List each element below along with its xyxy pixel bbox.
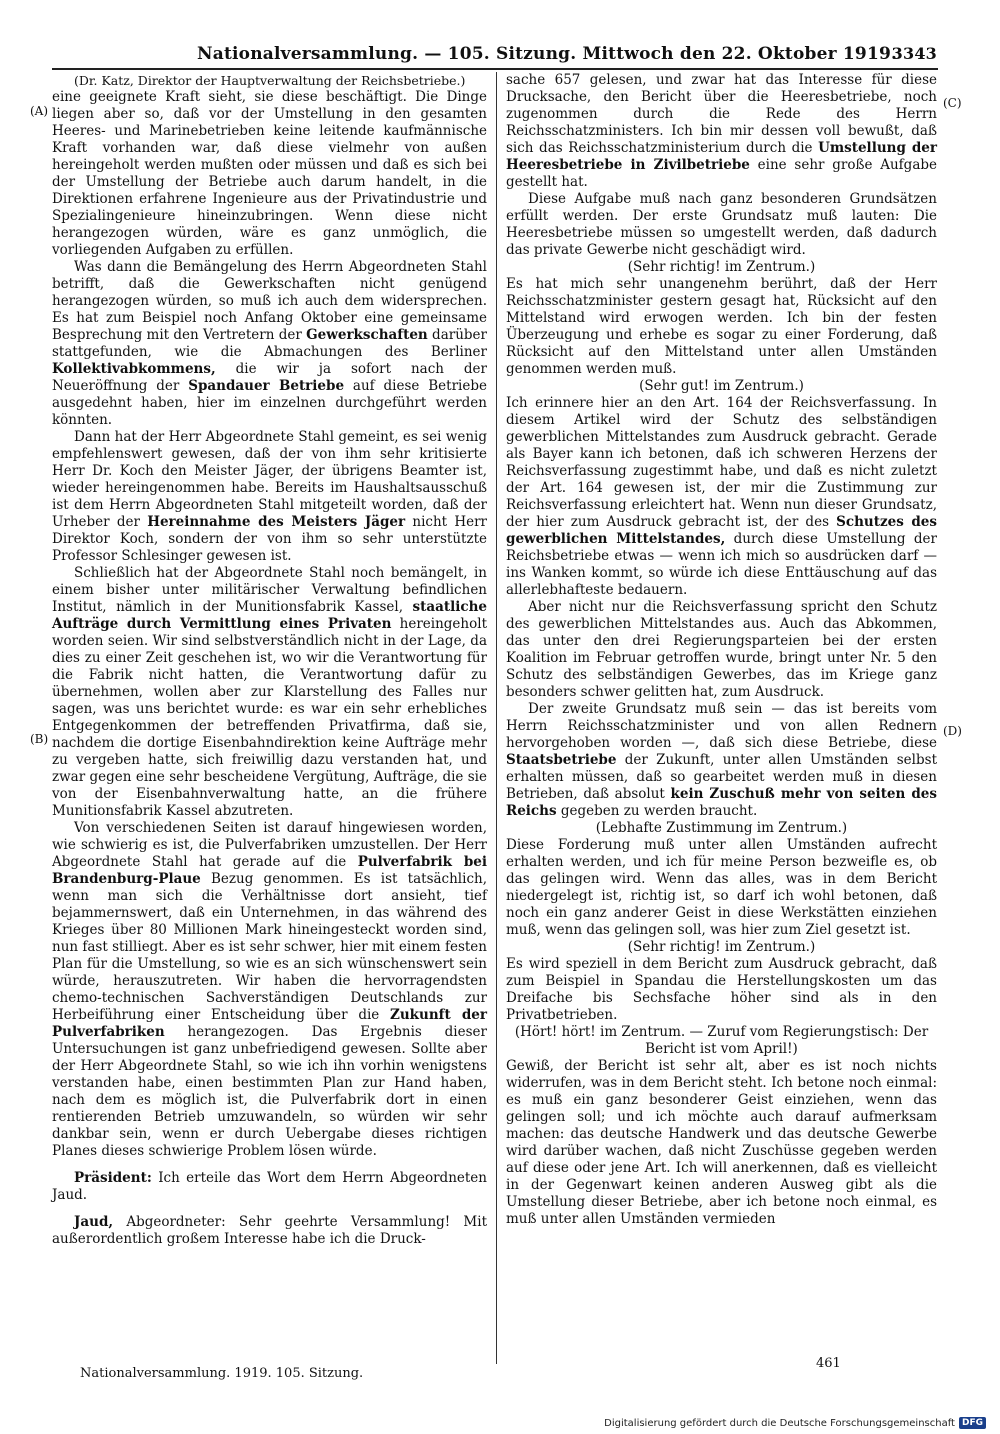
speaker-paragraph: Jaud, Abgeordneter: Sehr geehrte Versammlung! Mit außerordentlich großem Interesse habe ich die Druck-: [52, 1214, 487, 1247]
paragraph: Der zweite Grundsatz muß sein — das ist bereits vom Herrn Reichsschatzminister und von allen Rednern hervorgehoben worden —, daß sich diese Betriebe, diese Staatsbetriebe der Zukunft, unter allen Umständen selbst erhalten müssen, daß so gearbeitet werden muß in diesen Betrieben, daß absolut kein Zuschuß mehr von seiten des Reichs gegeben zu werden braucht.: [506, 701, 937, 819]
speaker-name: Jaud,: [74, 1214, 114, 1230]
digitization-credit: [604, 1417, 986, 1429]
emphasis: Pulverfabrik bei Brandenburg-Plaue: [52, 854, 487, 887]
running-head: (Dr. Katz, Direktor der Hauptverwaltung der Reichsbetriebe.): [74, 73, 466, 88]
paragraph: Es hat mich sehr unangenehm berührt, daß der Herr Reichsschatzminister gestern gesagt hat, Rücksicht auf den Mittelstand wird erwogen werden. Ich bin der festen Überzeugung und erhebe es sogar zu einer Forderung, daß Rücksicht auf den Mittelstand unter allen Umständen genommen werden muß.: [506, 276, 937, 377]
page-number: 3343: [891, 44, 937, 63]
margin-mark-d: (D): [943, 724, 962, 738]
paragraph: Diese Aufgabe muß nach ganz besonderen Grundsätzen erfüllt werden. Der erste Grundsatz muß lauten: Die Heeresbetriebe müssen so umgestellt werden, daß dadurch das private Gewerbe nicht geschädigt wird.: [506, 191, 937, 258]
speaker-name: Präsident:: [74, 1170, 152, 1186]
column-divider: [496, 72, 497, 1364]
paragraph: Was dann die Bemängelung des Herrn Abgeordneten Stahl betrifft, daß die Gewerkschaften nicht genügend herangezogen würden, so muß ich auch dem widersprechen. Es hat zum Beispiel noch Anfang Oktober eine gemeinsame Besprechung mit den Vertretern der Gewerkschaften darüber stattgefunden, wie die Abmachungen des Berliner Kollektivabkommens, die wir ja sofort nach der Neueröffnung der Spandauer Betriebe auf diese Betriebe ausgedehnt haben, hier im einzelnen durchgeführt werden könnten.: [52, 259, 487, 428]
paragraph: sache 657 gelesen, und zwar hat das Interesse für diese Drucksache, den Bericht über die Heeresbetriebe, noch zugenommen durch die Rede des Herrn Reichsschatzministers. Ich bin mir dessen voll bewußt, daß sich das Reichsschatzministerium durch die Umstellung der Heeresbetriebe in Zivilbetriebe eine sehr große Aufgabe gestellt hat.: [506, 72, 937, 190]
emphasis: Umstellung der Heeresbetriebe in Zivilbetriebe: [506, 140, 937, 173]
emphasis: Staatsbetriebe: [506, 752, 617, 768]
footer-page-number: 461: [816, 1356, 841, 1371]
emphasis: Spandauer Betriebe: [188, 378, 345, 394]
page-header: [197, 44, 937, 68]
paragraph: eine geeignete Kraft sieht, sie diese beschäftigt. Die Dinge liegen aber so, daß vor der Umstellung in den gesamten Heeres- und Marinebetrieben keine leitende kaufmännische Kraft vorhanden war, daß diese vielmehr von außen hereingeholt werden mußten oder müssen und daß es sich bei der Umstellung der Betriebe auch darum handelt, in die Direktionen erfahrene Ingenieure aus der Privatindustrie und Spezialingenieure hineinzubringen. Wenn diese nicht herangezogen würden, wäre es ganz unmöglich, die vorliegenden Aufgaben zu erfüllen.: [52, 89, 487, 258]
paragraph: Ich erinnere hier an den Art. 164 der Reichsverfassung. In diesem Artikel wird der Schutz des selbständigen gewerblichen Mittelstandes zum Ausdruck gebracht. Gerade als Bayer kann ich betonen, daß ich schweren Herzens der Reichsverfassung zugestimmt habe, und daß es nicht zuletzt der Art. 164 gewesen ist, der mir die Zustimmung zur Reichsverfassung erleichtert hat. Wenn nun dieser Grundsatz, der hier zum Ausdruck gebracht ist, der des Schutzes des gewerblichen Mittelstandes, durch diese Umstellung der Reichsbetriebe etwas — wenn ich mich so ausdrücken darf — ins Wanken kommt, so würde ich diese Enttäuschung auf das allerlebhafteste bedauern.: [506, 395, 937, 598]
interjection: (Sehr gut! im Zentrum.): [639, 378, 804, 394]
right-column: [506, 72, 937, 1228]
dfg-logo-icon: DFG: [959, 1417, 986, 1429]
credit-text: Digitalisierung gefördert durch die Deutsche Forschungsgemeinschaft: [604, 1417, 955, 1429]
margin-mark-c: (C): [943, 96, 962, 110]
paragraph: Aber nicht nur die Reichsverfassung spricht den Schutz des gewerblichen Mittelstandes aus. Auch das Abkommen, das unter den drei Regierungsparteien bei der ersten Koalition im Februar getroffen wurde, bringt unter Nr. 5 den Schutz des selbständigen Gewerbes, das im Kriege ganz besonders schwer gelitten hat, zum Ausdruck.: [506, 599, 937, 700]
header-title: Nationalversammlung. — 105. Sitzung. Mittwoch den 22. Oktober 1919.: [197, 44, 898, 64]
emphasis: Zukunft der Pulverfabriken: [52, 1007, 487, 1040]
emphasis: Kollektivabkommens,: [52, 361, 216, 377]
paragraph: Diese Forderung muß unter allen Umständen aufrecht erhalten werden, und ich für meine Person bezweifle es, ob das gelingen wird. Wenn das alles, was in dem Bericht niedergelegt ist, richtig ist, so darf ich wohl betonen, daß noch ein ganz anderer Geist in diese Werkstätten einziehen muß, wenn das gelingen soll, was hier zum Ziel gesetzt ist.: [506, 837, 937, 938]
paragraph: Gewiß, der Bericht ist sehr alt, aber es ist noch nichts widerrufen, was in dem Bericht steht. Ich betone noch einmal: es muß ein ganz besonderer Geist einziehen, wenn das gelingen soll; und ich möchte auch darauf aufmerksam machen: das deutsche Handwerk und das deutsche Gewerbe wird darüber wachen, daß nicht Zuschüsse gegeben werden auf diese oder jene Art. Ich will anerkennen, daß es vielleicht in der Gegenwart keinen anderen Ausweg gibt als die Umstellung dieser Betriebe, aber ich betone noch einmal, es muß unter allen Umständen vermieden: [506, 1058, 937, 1227]
interjection: (Sehr richtig! im Zentrum.): [627, 259, 816, 275]
interjection: (Sehr richtig! im Zentrum.): [627, 939, 816, 955]
emphasis: Hereinnahme des Meisters Jäger: [147, 514, 406, 530]
left-column: [52, 72, 487, 1248]
emphasis: Gewerkschaften: [306, 327, 428, 343]
margin-mark-b: (B): [30, 732, 49, 746]
interjection: (Lebhafte Zustimmung im Zentrum.): [595, 820, 848, 836]
emphasis: kein Zuschuß mehr von seiten des Reichs: [506, 786, 937, 819]
header-rule: [52, 68, 938, 70]
emphasis: Schutzes des gewerblichen Mittelstandes,: [506, 514, 937, 547]
margin-mark-a: (A): [30, 104, 49, 118]
emphasis: staatliche Aufträge durch Vermittlung eines Privaten: [52, 599, 487, 632]
speaker-paragraph: Präsident: Ich erteile das Wort dem Herrn Abgeordneten Jaud.: [52, 1170, 487, 1203]
footer-left: Nationalversammlung. 1919. 105. Sitzung.: [80, 1366, 364, 1381]
interjection: (Hört! hört! im Zentrum. — Zuruf vom Regierungstisch: Der Bericht ist vom April!): [514, 1024, 929, 1057]
paragraph: Schließlich hat der Abgeordnete Stahl noch bemängelt, in einem bisher unter militärischer Verwaltung befindlichen Institut, nämlich in der Munitionsfabrik Kassel, staatliche Aufträge durch Vermittlung eines Privaten hereingeholt worden seien. Wir sind selbstverständlich nicht in der Lage, da dies zu einer Zeit geschehen ist, wo wir die Verantwortung für die Fabrik nicht hatten, die Verantwortung dafür zu übernehmen, wollen aber zur Klarstellung des Falles nur sagen, was uns berichtet wurde: es war ein sehr erhebliches Entgegenkommen der betreffenden Privatfirma, daß sie, nachdem die dortige Eisenbahndirektion keine Aufträge mehr zu vergeben hatte, sich freiwillig dazu verstanden hat, und zwar gegen eine sehr bescheidene Vergütung, Aufträge, die sie von der Eisenbahnverwaltung hatte, an die frühere Munitionsfabrik Kassel abzutreten.: [52, 565, 487, 819]
paragraph: Dann hat der Herr Abgeordnete Stahl gemeint, es sei wenig empfehlenswert gewesen, daß der von ihm sehr kritisierte Herr Dr. Koch den Meister Jäger, der übrigens Beamter ist, wieder hereingenommen habe. Bereits im Haushaltsausschuß ist dem Herrn Abgeordneten Stahl mitgeteilt worden, daß der Urheber der Hereinnahme des Meisters Jäger nicht Herr Direktor Koch, sondern der von ihm so sehr unterstützte Professor Schlesinger gewesen ist.: [52, 429, 487, 564]
paragraph: Von verschiedenen Seiten ist darauf hingewiesen worden, wie schwierig es ist, die Pulverfabriken umzustellen. Der Herr Abgeordnete Stahl hat gerade auf die Pulverfabrik bei Brandenburg-Plaue Bezug genommen. Es ist tatsächlich, wenn man sich die Verhältnisse dort ansieht, tief bejammernswert, daß ein Unternehmen, in das während des Krieges über 80 Millionen Mark hineingesteckt worden sind, nun fast stilliegt. Aber es ist sehr schwer, hier mit einem festen Plan für die Umstellung, so wie es an sich wünschenswert sein würde, herauszutreten. Wir haben die hervorragendsten chemo-technischen Sachverständigen Deutschlands zur Herbeiführung einer Entscheidung über die Zukunft der Pulverfabriken herangezogen. Das Ergebnis dieser Untersuchungen ist ganz unbefriedigend gewesen. Sollte aber der Herr Abgeordnete Stahl, so wie ich ihn vorhin wenigstens verstanden habe, einen bestimmten Plan zur Hand haben, nach dem es möglich ist, die Pulverfabrik dort in einen rentierenden Betrieb umzuwandeln, so würden wir sehr dankbar sein, wenn er durch Uebergabe dieses richtigen Planes dieses schwierige Problem lösen würde.: [52, 820, 487, 1159]
paragraph: Es wird speziell in dem Bericht zum Ausdruck gebracht, daß zum Beispiel in Spandau die Herstellungskosten um das Dreifache bis Sechsfache höher sind als in den Privatbetrieben.: [506, 956, 937, 1023]
